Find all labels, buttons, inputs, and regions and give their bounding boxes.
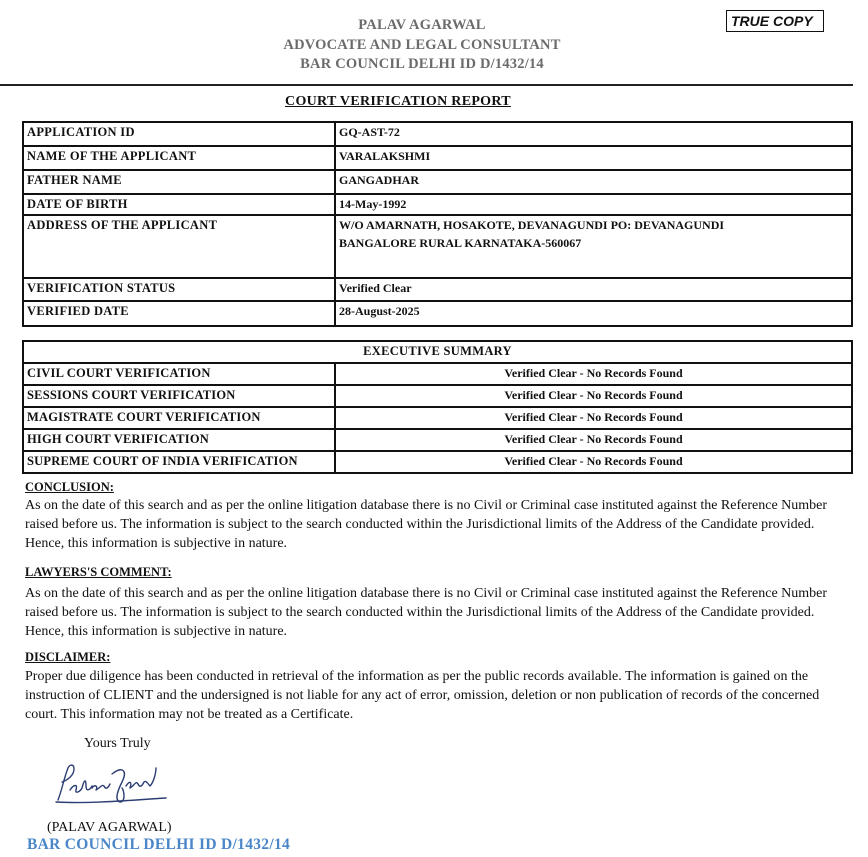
header-divider	[0, 84, 853, 86]
disclaimer-text: Proper due diligence has been conducted in retrieval of the information as per the public records available. The information is gained on the instruction of CLIENT and the undersigned is not liable for any act of error, omission, deletion or non publication of records of the concerned court. This information may not be treated as a Certificate.	[25, 669, 820, 722]
sessions-court-label: SESSIONS COURT VERIFICATION	[23, 385, 335, 407]
address-line-2: BANGALORE RURAL KARNATAKA-560067	[339, 236, 582, 250]
disclaimer-heading: DISCLAIMER:	[25, 650, 111, 664]
application-id-label: APPLICATION ID	[23, 122, 335, 146]
executive-summary-table	[22, 340, 853, 474]
high-court-result: Verified Clear - No Records Found	[335, 429, 852, 451]
applicant-name-value: VARALAKSHMI	[335, 146, 852, 170]
signatory-name: (PALAV AGARWAL)	[47, 820, 172, 835]
advocate-designation: ADVOCATE AND LEGAL CONSULTANT	[283, 36, 561, 53]
table-row	[23, 215, 852, 278]
table-row	[23, 278, 852, 301]
executive-summary-heading: EXECUTIVE SUMMARY	[23, 341, 852, 363]
supreme-court-label: SUPREME COURT OF INDIA VERIFICATION	[23, 451, 335, 473]
verification-status-value: Verified Clear	[335, 278, 852, 301]
true-copy-stamp: TRUE COPY	[726, 10, 824, 32]
magistrate-court-label: MAGISTRATE COURT VERIFICATION	[23, 407, 335, 429]
handwritten-signature	[52, 760, 172, 810]
applicant-name-label: NAME OF THE APPLICANT	[23, 146, 335, 170]
table-row	[23, 122, 852, 146]
table-row	[23, 170, 852, 194]
table-row	[23, 407, 852, 429]
advocate-name: PALAV AGARWAL	[358, 17, 486, 33]
lawyers-comment-text: As on the date of this search and as per the online litigation database there is no Civil or Criminal case instituted against the Reference Number raised before us. The information is subject to the search conducted within the Jurisdictional limits of the Address of the Candidate provided. Hence, this information is subjective in nature.	[25, 586, 828, 639]
report-title: COURT VERIFICATION REPORT	[285, 94, 511, 109]
supreme-court-result: Verified Clear - No Records Found	[335, 451, 852, 473]
table-row	[23, 146, 852, 170]
verified-date-value: 28-August-2025	[335, 301, 852, 326]
address-line-1: W/O AMARNATH, HOSAKOTE, DEVANAGUNDI PO: DEVANAGUNDI	[339, 218, 725, 232]
conclusion-heading: CONCLUSION:	[25, 480, 114, 494]
lawyers-comment-heading: LAWYERS'S COMMENT:	[25, 565, 172, 579]
civil-court-result: Verified Clear - No Records Found	[335, 363, 852, 385]
closing-salutation: Yours Truly	[84, 736, 151, 751]
table-row	[23, 363, 852, 385]
table-row	[23, 385, 852, 407]
address-label: ADDRESS OF THE APPLICANT	[23, 215, 335, 278]
table-row	[23, 429, 852, 451]
verified-date-label: VERIFIED DATE	[23, 301, 335, 326]
civil-court-label: CIVIL COURT VERIFICATION	[23, 363, 335, 385]
high-court-label: HIGH COURT VERIFICATION	[23, 429, 335, 451]
table-row	[23, 301, 852, 326]
table-row	[23, 451, 852, 473]
applicant-details-table	[22, 121, 853, 327]
dob-label: DATE OF BIRTH	[23, 194, 335, 215]
table-row	[23, 194, 852, 215]
verification-status-label: VERIFICATION STATUS	[23, 278, 335, 301]
address-value	[335, 215, 852, 278]
advocate-bar-id: BAR COUNCIL DELHI ID D/1432/14	[300, 56, 544, 72]
table-row	[23, 341, 852, 363]
sessions-court-result: Verified Clear - No Records Found	[335, 385, 852, 407]
father-name-value: GANGADHAR	[335, 170, 852, 194]
conclusion-text: As on the date of this search and as per the online litigation database there is no Civil or Criminal case instituted against the Reference Number raised before us. The information is subject to the search conducted within the Jurisdictional limits of the Address of the Candidate provided. Hence, this information is subjective in nature.	[25, 498, 828, 551]
signatory-bar-id: BAR COUNCIL DELHI ID D/1432/14	[27, 836, 291, 853]
application-id-value: GQ-AST-72	[335, 122, 852, 146]
dob-value: 14-May-1992	[335, 194, 852, 215]
father-name-label: FATHER NAME	[23, 170, 335, 194]
magistrate-court-result: Verified Clear - No Records Found	[335, 407, 852, 429]
